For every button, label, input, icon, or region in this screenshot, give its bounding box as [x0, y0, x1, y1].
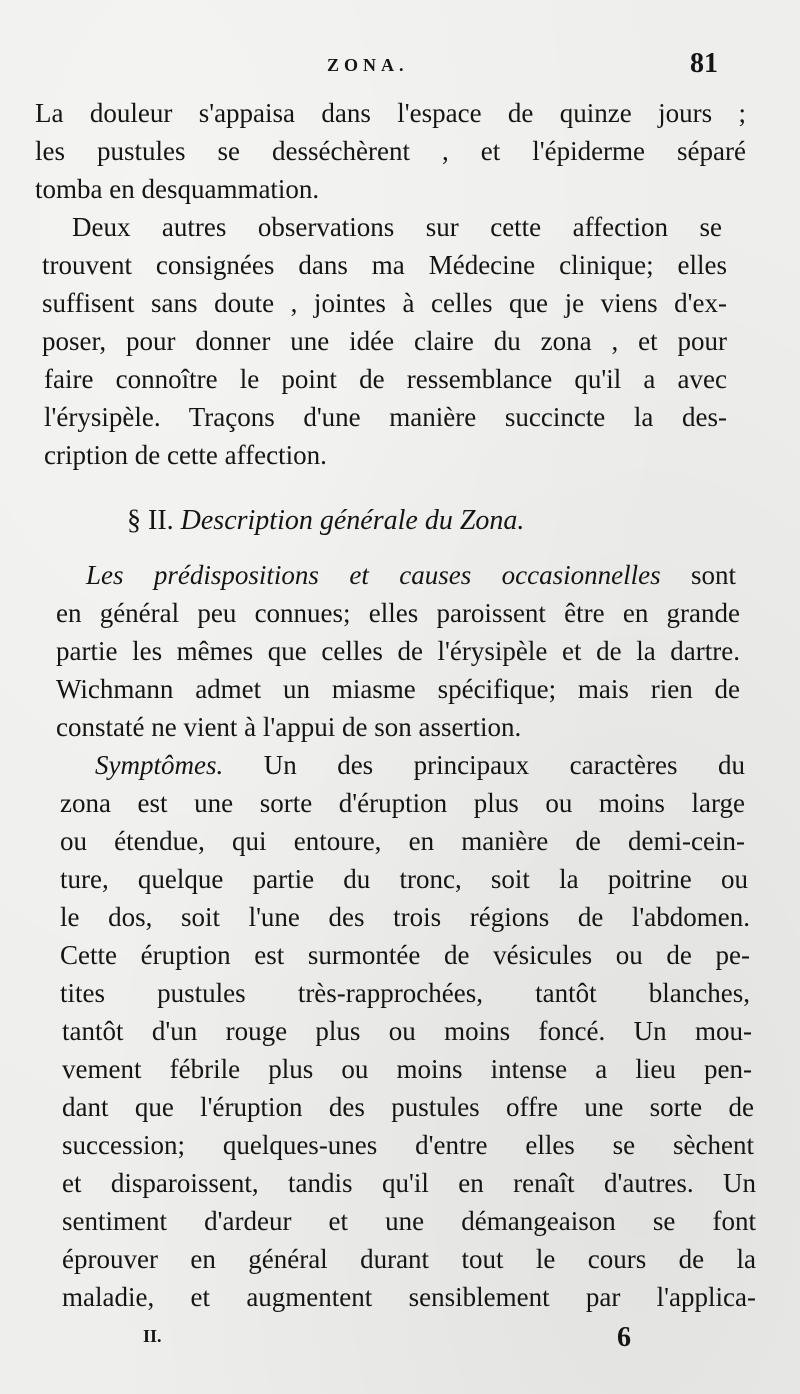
text-line: ou étendue, qui entoure, en manière de demi-cein-: [60, 826, 745, 856]
text-line: en général peu connues; elles paroissent être en grande: [56, 598, 740, 628]
page-number: 81: [690, 48, 718, 79]
text-line: tites pustules très-rapprochées, tantôt blanches,: [60, 978, 750, 1008]
signature-mark: II.: [143, 1326, 162, 1346]
text-line: poser, pour donner une idée claire du zona , et pour: [42, 326, 727, 356]
lead-rest: sont: [660, 560, 736, 590]
text-line: tantôt d'un rouge plus ou moins foncé. Un mou-: [62, 1016, 752, 1046]
text-line: La douleur s'appaisa dans l'espace de quinze jours ;: [35, 98, 746, 128]
running-title: ZONA.: [327, 55, 409, 75]
italic-lead: Symptômes.: [95, 750, 224, 780]
lead-rest: Un des principaux caractères du: [223, 750, 745, 780]
text-line: constaté ne vient à l'appui de son assertion.: [56, 712, 522, 742]
text-line: [95, 752, 745, 779]
text-line: zona est une sorte d'éruption plus ou moins large: [60, 788, 745, 818]
text-line: [86, 562, 736, 589]
text-line: faire connoître le point de ressemblance qu'il a avec: [44, 364, 727, 394]
text-line: cription de cette affection.: [44, 440, 327, 470]
text-line: les pustules se desséchèrent , et l'épiderme séparé: [35, 136, 746, 166]
text-line: partie les mêmes que celles de l'érysipèle et de la dartre.: [56, 636, 740, 666]
text-line: Wichmann admet un miasme spécifique; mais rien de: [56, 674, 740, 704]
text-line: éprouver en général durant tout le cours de la: [62, 1244, 756, 1274]
text-line: l'érysipèle. Traçons d'une manière succincte la des-: [44, 402, 727, 432]
text-line: ture, quelque partie du tronc, soit la poitrine ou: [60, 864, 748, 894]
text-line: maladie, et augmentent sensiblement par l'applica-: [62, 1282, 756, 1312]
text-line: suffisent sans doute , jointes à celles que je viens d'ex-: [42, 288, 727, 318]
text-line: et disparoissent, tandis qu'il en renaît d'autres. Un: [62, 1168, 756, 1198]
text-line: tomba en desquammation.: [35, 174, 320, 204]
text-line: dant que l'éruption des pustules offre une sorte de: [62, 1092, 754, 1122]
text-line: succession; quelques-unes d'entre elles se sèchent: [62, 1130, 754, 1160]
text-line: trouvent consignées dans ma Médecine clinique; elles: [42, 250, 727, 280]
text-line: sentiment d'ardeur et une démangeaison se font: [62, 1206, 756, 1236]
section-number: § II.: [127, 505, 174, 536]
text-line: vement fébrile plus ou moins intense a lieu pen-: [62, 1054, 752, 1084]
text-line: Cette éruption est surmontée de vésicules ou de pe-: [60, 940, 750, 970]
sheet-number: 6: [617, 1322, 631, 1353]
text-line: le dos, soit l'une des trois régions de l'abdomen.: [60, 902, 750, 932]
text-line: Deux autres observations sur cette affection se: [72, 212, 722, 242]
italic-lead: Les prédispositions et causes occasionnelles: [86, 560, 661, 590]
section-heading: [127, 505, 524, 537]
section-title-text: Description générale du Zona.: [180, 505, 525, 536]
